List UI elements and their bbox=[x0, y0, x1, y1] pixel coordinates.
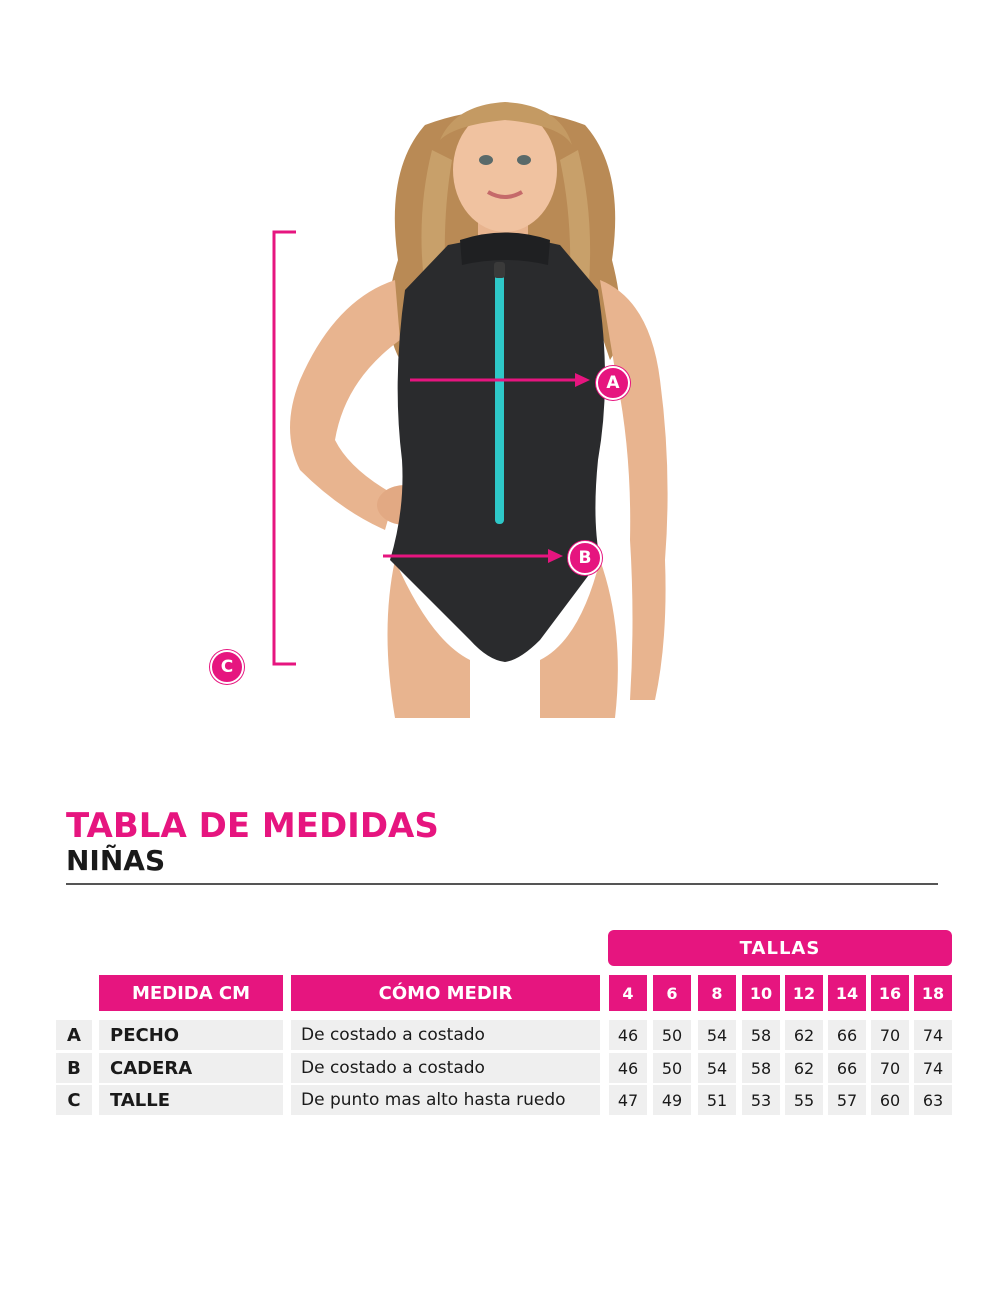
size-header: 10 bbox=[742, 975, 780, 1011]
row-value: 50 bbox=[653, 1020, 691, 1050]
row-how-to-measure: De punto mas alto hasta ruedo bbox=[291, 1085, 600, 1115]
row-measure-name: CADERA bbox=[99, 1053, 283, 1083]
como-medir-header: CÓMO MEDIR bbox=[291, 975, 600, 1011]
size-header: 12 bbox=[785, 975, 823, 1011]
row-value: 46 bbox=[609, 1020, 647, 1050]
marker-c: C bbox=[210, 650, 244, 684]
row-how-to-measure: De costado a costado bbox=[291, 1020, 600, 1050]
row-value: 46 bbox=[609, 1053, 647, 1083]
medida-header: MEDIDA CM bbox=[99, 975, 283, 1011]
row-value: 58 bbox=[742, 1053, 780, 1083]
row-value: 47 bbox=[609, 1085, 647, 1115]
row-value: 62 bbox=[785, 1020, 823, 1050]
tallas-header: TALLAS bbox=[608, 930, 952, 966]
size-header: 14 bbox=[828, 975, 866, 1011]
row-value: 55 bbox=[785, 1085, 823, 1115]
page-title: TABLA DE MEDIDAS bbox=[66, 806, 439, 846]
size-header: 16 bbox=[871, 975, 909, 1011]
row-value: 54 bbox=[698, 1020, 736, 1050]
row-letter: B bbox=[56, 1053, 92, 1083]
row-value: 50 bbox=[653, 1053, 691, 1083]
row-how-to-measure: De costado a costado bbox=[291, 1053, 600, 1083]
divider bbox=[66, 883, 938, 885]
row-letter: A bbox=[56, 1020, 92, 1050]
marker-a: A bbox=[596, 366, 630, 400]
row-value: 58 bbox=[742, 1020, 780, 1050]
size-header: 8 bbox=[698, 975, 736, 1011]
row-letter: C bbox=[56, 1085, 92, 1115]
row-value: 66 bbox=[828, 1053, 866, 1083]
row-measure-name: TALLE bbox=[99, 1085, 283, 1115]
row-value: 70 bbox=[871, 1053, 909, 1083]
row-measure-name: PECHO bbox=[99, 1020, 283, 1050]
row-value: 51 bbox=[698, 1085, 736, 1115]
row-value: 66 bbox=[828, 1020, 866, 1050]
row-value: 49 bbox=[653, 1085, 691, 1115]
row-value: 63 bbox=[914, 1085, 952, 1115]
row-value: 62 bbox=[785, 1053, 823, 1083]
size-header: 6 bbox=[653, 975, 691, 1011]
size-header: 18 bbox=[914, 975, 952, 1011]
size-header: 4 bbox=[609, 975, 647, 1011]
row-value: 60 bbox=[871, 1085, 909, 1115]
row-value: 74 bbox=[914, 1053, 952, 1083]
row-value: 70 bbox=[871, 1020, 909, 1050]
page-subtitle: NIÑAS bbox=[66, 844, 166, 877]
row-value: 54 bbox=[698, 1053, 736, 1083]
row-value: 53 bbox=[742, 1085, 780, 1115]
row-value: 74 bbox=[914, 1020, 952, 1050]
row-value: 57 bbox=[828, 1085, 866, 1115]
marker-b: B bbox=[568, 541, 602, 575]
